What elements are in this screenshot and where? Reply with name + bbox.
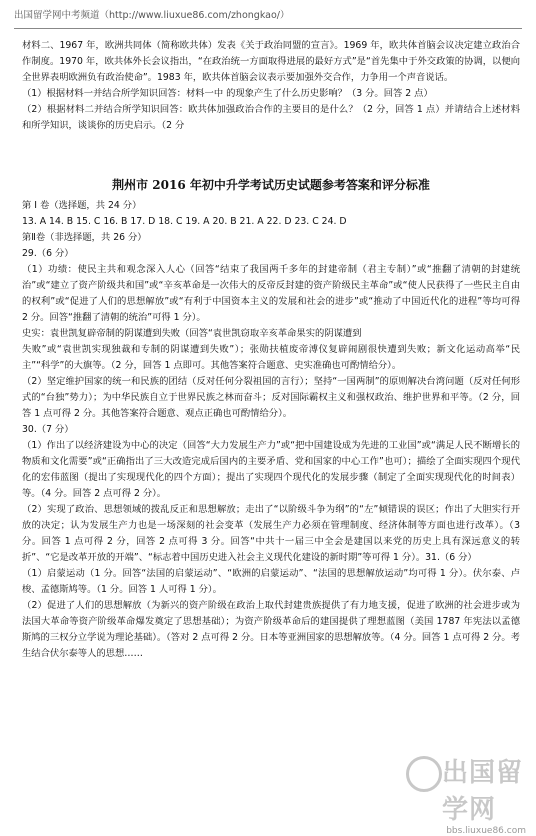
- answer-line: 失败”或“袁世凯实现独裁和专制的阴谋遭到失败”）；张勋扶植废帝溥仪复辟闹剧很快遭到失败；新文化运动高举“民主”“科学”的大旗等。（2 分，回答 1 点即可。其他答案符合题意、史实准确也可酌情给分）。: [22, 344, 520, 371]
- watermark-url: bbs.liuxue86.com: [446, 826, 526, 836]
- answer-line: 史实：袁世凯复辟帝制的阴谋遭到失败（回答“袁世凯窃取辛亥革命果实的阴谋遭到: [22, 328, 362, 339]
- answer-line: （2）促进了人们的思想解放（为新兴的资产阶级在政治上取代封建贵族提供了有力地支援，促进了欧洲的社会进步或为法国大革命等资产阶级革命爆发奠定了思想基础）；为资产阶级革命后的建国提供了理想蓝图（美国 1787 年宪法以孟德斯鸠的三权分立学说为理论基础）。（答对 2 点可得 2 分。日本等亚洲国家的思想解放等。（4 分。回答 1 点可得 2 分。考生结合伏尔泰等人的思想……: [22, 600, 520, 659]
- watermark-logo-text: 出国留学网: [442, 758, 524, 825]
- answer-line: （1）功绩：使民主共和观念深入人心（回答“结束了我国两千多年的封建帝制（君主专制）”或“推翻了清朝的封建统治”或“建立了资产阶级共和国”或“辛亥革命是一次伟大的反帝反封建的资产阶级民主革命”或“使人民获得了一些民主自由的权利”或“促进了人们的思想解放”或“有利于中国资本主义的发展和社会的进步”或“推动了中国近代化的进程”等均可得 2 分。回答“推翻了清朝的统治”可得 1 分）。: [22, 264, 520, 323]
- answer-line: 第Ⅱ卷（非选择题，共 26 分）: [22, 232, 147, 243]
- answer-line: （2）实现了政治、思想领域的拨乱反正和思想解放；走出了“以阶级斗争为纲”的“左”倾错误的误区；作出了大胆实行开放的决定；认为发展生产力也是一场深刻的社会变革（发展生产力必须在管理制度、经济体制等方面也进行改革）。（3 分。回答 1 点可得 2 分，回答 2 点可得 3 分。回答“中共十一届三中全会是建国以来党的历史上具有深远意义的转折”、“它是改革开放的开端”、“标志着中国历史进入社会主义现代化建设的新时期”等可得 1 分）。31.（6 分）: [22, 504, 520, 563]
- answer-line: （1）作出了以经济建设为中心的决定（回答“大力发展生产力”或“把中国建设成为先进的工业国”或“满足人民不断增长的物质和文化需要”或“正确指出了三大改造完成后国内的主要矛盾、党和国家的中心工作”也可）；描绘了全面实现四个现代化的宏伟蓝图（提出了实现现代化的四个方面）；提出了实现四个现代化的发展步骤（制定了全面实现现代化的时间表）等。（4 分。回答 2 点可得 2 分）。: [22, 440, 520, 499]
- question-passage: [22, 38, 520, 134]
- page-header: [14, 6, 522, 29]
- passage-question-2: （2）根据材料二并结合所学知识回答：欧共体加强政治合作的主要目的是什么？（2 分，回答 1 点）并请结合上述材料和所学知识，谈谈你的历史启示。（2 分: [22, 104, 520, 131]
- answer-line: （2）坚定维护国家的统一和民族的团结（反对任何分裂祖国的言行）；坚持“一国两制”的原则解决台湾问题（反对任何形式的“台独”势力）；为中华民族自立于世界民族之林而奋斗；反对国际霸权主义和强权政治、维护世界和平等。（2 分，回答 1 点可得 2 分。其他答案符合题意、观点正确也可酌情给分）。: [22, 376, 520, 419]
- header-site-text: 出国留学网中考频道（http://www.liuxue86.com/zhongkao/）: [14, 10, 290, 21]
- answer-line: 第 I 卷（选择题，共 24 分）: [22, 200, 142, 211]
- answer-line: 13. A 14. B 15. C 16. B 17. D 18. C 19. A 20. B 21. A 22. D 23. C 24. D: [22, 216, 347, 227]
- answer-key-title: 荆州市 2016 年初中升学考试历史试题参考答案和评分标准: [112, 178, 430, 192]
- site-watermark: [406, 752, 526, 836]
- answer-line: （1）启蒙运动（1 分。回答“法国的启蒙运动”、“欧洲的启蒙运动”、“法国的思想解放运动”均可得 1 分）。伏尔泰、卢梭、孟德斯鸠等。（1 分。回答 1 人可得 1 分）。: [22, 568, 520, 595]
- section-gap: [22, 134, 520, 162]
- passage-material-2: 材料二、1967 年，欧洲共同体（简称欧共体）发表《关于政治同盟的宣言》。1969 年，欧共体首脑会议决定建立政治合作制度。1970 年，欧共体外长会议指出，“在政治统一方面取得进展的最好方式”是“首先集中于外交政策的协调，以便向全世界表明欧洲负有政治使命”。1983 年，欧共体首脑会议表示要加强外交合作，力争用一个声音说话。: [22, 40, 520, 83]
- answer-line: 30.（7 分）: [22, 424, 74, 435]
- watermark-logo-icon: [406, 756, 442, 792]
- passage-question-1: （1）根据材料一并结合所学知识回答：材料一中 的现象产生了什么历史影响？（3 分。回答 2 点）: [22, 88, 433, 99]
- answer-line: 29.（6 分）: [22, 248, 74, 259]
- answer-key: [22, 198, 520, 662]
- document-body: [22, 38, 520, 662]
